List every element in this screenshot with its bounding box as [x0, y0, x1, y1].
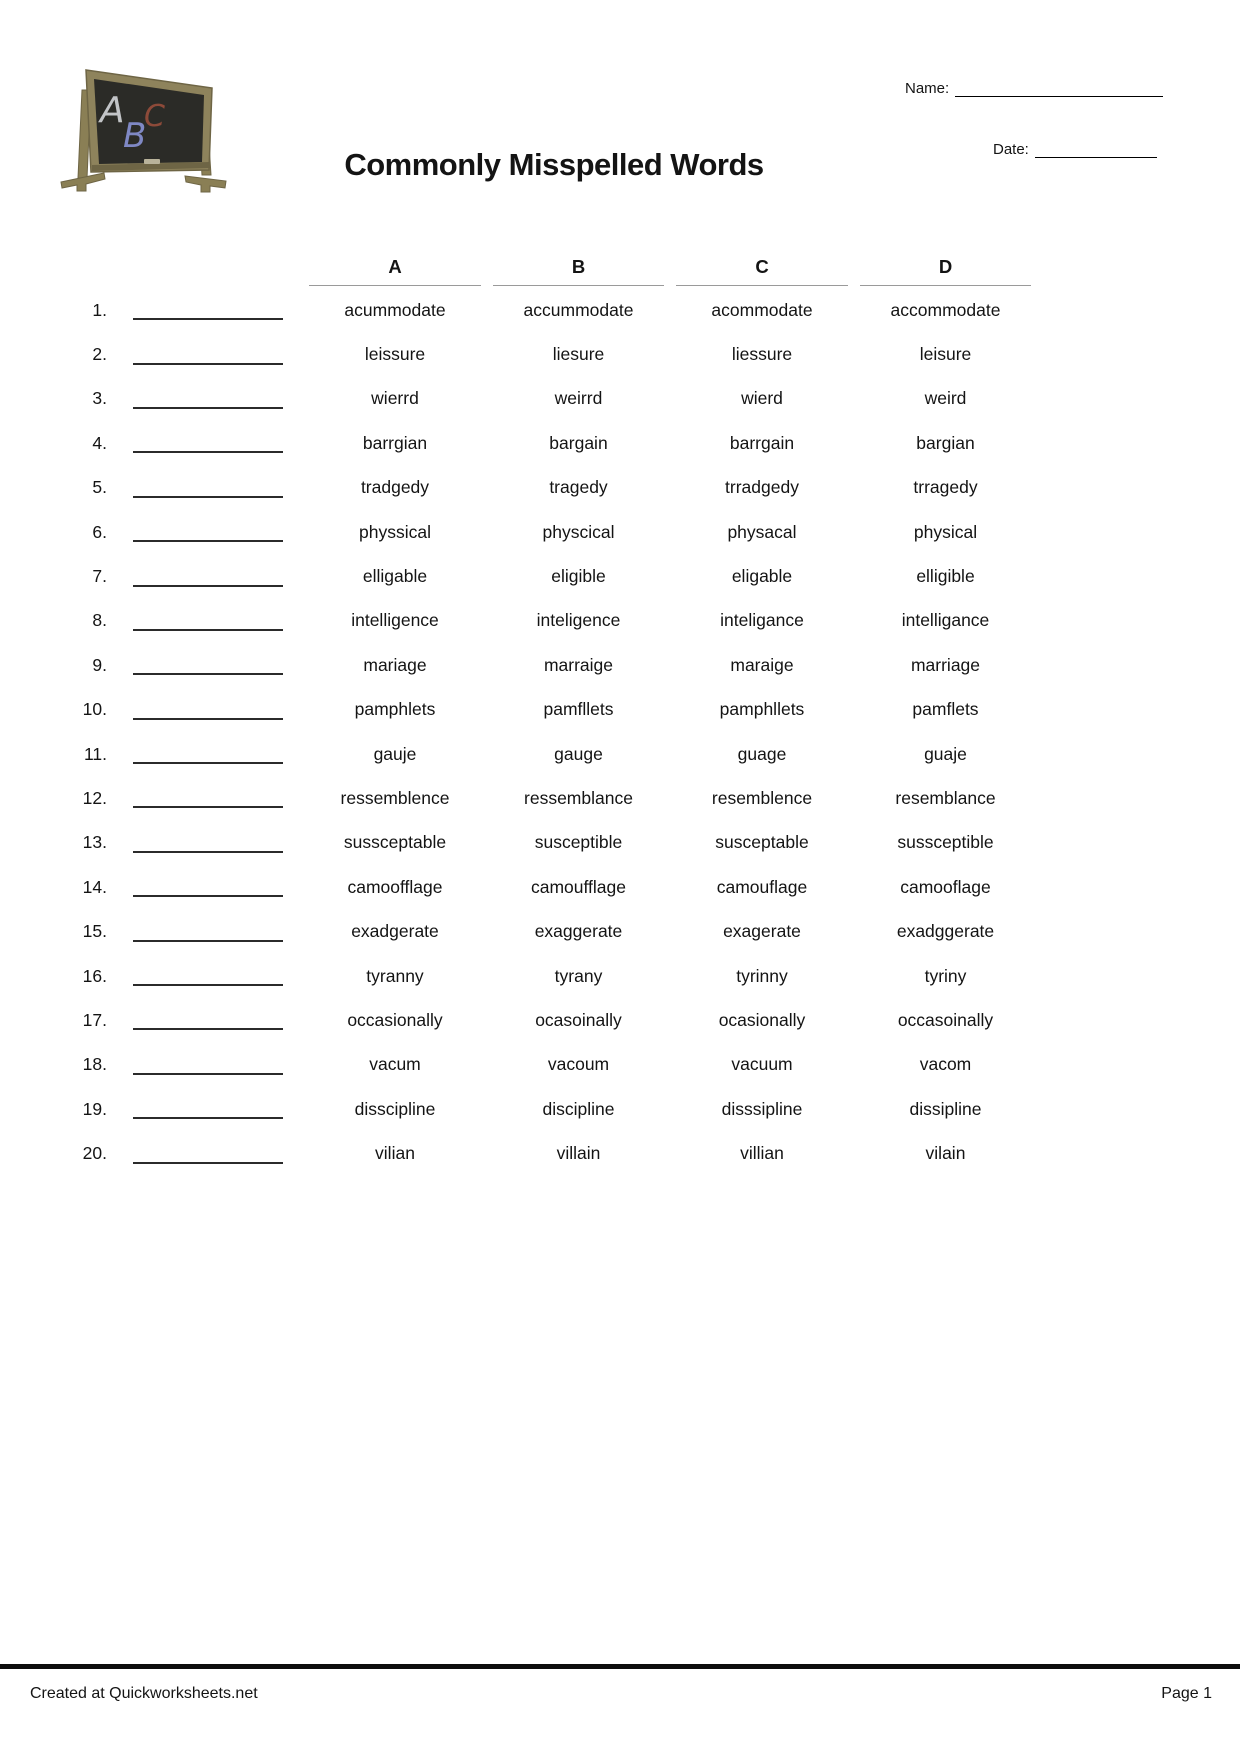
word-option: marraige: [543, 654, 614, 675]
chalk-letter-b: B: [123, 116, 147, 156]
answer-blank: [107, 797, 303, 799]
word-option: elligable: [362, 566, 428, 587]
row-number: 16.: [82, 965, 107, 986]
word-option: eligible: [551, 566, 606, 587]
word-option: camouflage: [716, 876, 808, 897]
word-option: villian: [740, 1143, 784, 1164]
date-blank-line: [1035, 141, 1157, 158]
word-option: ocasoinally: [535, 1009, 622, 1030]
word-option: dissipline: [909, 1098, 982, 1119]
table-row: [57, 377, 1037, 421]
word-option: accommodate: [890, 299, 1001, 320]
table-row: [57, 332, 1037, 376]
word-option: tyrany: [554, 965, 603, 986]
row-number: 17.: [82, 1009, 107, 1030]
footer-page-number: Page 1: [1161, 1685, 1212, 1702]
word-option: elligible: [916, 566, 975, 587]
answer-blank: [107, 309, 303, 311]
table-row: [57, 1131, 1037, 1175]
footer-created-text: Created at Quickworksheets.net: [30, 1685, 258, 1702]
table-row: [57, 421, 1037, 465]
word-option: marriage: [910, 654, 981, 675]
word-option: leisure: [919, 344, 972, 365]
answer-blank: [107, 442, 303, 444]
word-option: guaje: [924, 743, 967, 764]
word-option: susceptible: [534, 832, 623, 853]
word-option: sussceptible: [897, 832, 994, 853]
row-number: 1.: [92, 299, 107, 320]
row-number: 6.: [92, 521, 107, 542]
word-option: camoufflage: [530, 876, 627, 897]
word-option: ressemblence: [340, 787, 450, 808]
row-number: 20.: [82, 1143, 107, 1164]
word-option: liesure: [552, 344, 605, 365]
word-option: ressemblance: [524, 787, 633, 808]
word-option: tyrinny: [736, 965, 788, 986]
answer-blank: [107, 975, 303, 977]
word-option: liessure: [731, 344, 793, 365]
answer-blank: [107, 664, 303, 666]
row-number: 11.: [83, 743, 107, 764]
word-option: ocasionally: [718, 1009, 806, 1030]
answer-blank: [107, 931, 303, 933]
table-row: [57, 998, 1037, 1042]
word-option: occasionally: [347, 1009, 443, 1030]
table-body: [57, 288, 1037, 1176]
table-row: [57, 599, 1037, 643]
word-option: bargian: [916, 432, 975, 453]
table-row: [57, 1087, 1037, 1131]
row-number: 8.: [92, 610, 107, 631]
table-row: [57, 466, 1037, 510]
table-row: [57, 776, 1037, 820]
word-option: physcical: [542, 521, 615, 542]
table-row: [57, 288, 1037, 332]
answer-blank: [107, 842, 303, 844]
row-number: 13.: [82, 832, 107, 853]
chalk-letter-a: A: [100, 90, 125, 131]
chalkboard-icon: [52, 52, 230, 200]
word-option: vilain: [925, 1143, 966, 1164]
table-row: [57, 688, 1037, 732]
word-option: camooflage: [900, 876, 991, 897]
word-option: bargain: [549, 432, 608, 453]
name-field: [905, 80, 1163, 97]
answer-blank: [107, 531, 303, 533]
word-option: occasoinally: [897, 1009, 994, 1030]
chalk-letter-c: C: [144, 99, 165, 134]
word-option: physacal: [727, 521, 797, 542]
row-number: 18.: [82, 1054, 107, 1075]
word-option: gauje: [373, 743, 417, 764]
row-number: 9.: [92, 654, 107, 675]
row-number: 7.: [92, 566, 107, 587]
word-option: exaggerate: [534, 921, 623, 942]
word-option: sussceptable: [343, 832, 447, 853]
word-option: susceptable: [715, 832, 809, 853]
answer-blank: [107, 886, 303, 888]
footer-rule: [0, 1664, 1240, 1669]
word-option: leissure: [364, 344, 426, 365]
word-option: acummodate: [344, 299, 446, 320]
answer-blank: [107, 620, 303, 622]
word-option: physical: [913, 521, 978, 542]
word-option: intelligence: [351, 610, 439, 631]
answer-blank: [107, 1019, 303, 1021]
word-option: maraige: [730, 654, 794, 675]
column-header-row: [57, 240, 1037, 288]
answer-blank: [107, 487, 303, 489]
answer-blank: [107, 1108, 303, 1110]
table-row: [57, 865, 1037, 909]
word-option: disssipline: [721, 1098, 803, 1119]
table-row: [57, 1043, 1037, 1087]
word-option: exadggerate: [896, 921, 995, 942]
row-number: 2.: [92, 344, 107, 365]
word-option: camoofflage: [347, 876, 443, 897]
table-row: [57, 510, 1037, 554]
table-row: [57, 554, 1037, 598]
word-option: tyranny: [366, 965, 424, 986]
word-option: pamflets: [912, 699, 979, 720]
word-option: resemblance: [895, 787, 996, 808]
word-option: discipline: [542, 1098, 615, 1119]
word-option: exagerate: [723, 921, 801, 942]
answer-blank: [107, 1064, 303, 1066]
answer-blank: [107, 1153, 303, 1155]
column-header-c: C: [670, 256, 854, 286]
row-number: 19.: [82, 1098, 107, 1119]
word-table: [57, 240, 1037, 1176]
word-option: vacom: [919, 1054, 972, 1075]
word-option: barrgian: [362, 432, 428, 453]
row-number: 15.: [82, 921, 107, 942]
word-option: eligable: [731, 566, 793, 587]
word-option: intelligance: [901, 610, 990, 631]
word-option: tyriny: [924, 965, 967, 986]
answer-blank: [107, 354, 303, 356]
word-option: trradgedy: [725, 477, 799, 498]
word-option: inteligence: [536, 610, 621, 631]
word-option: vacoum: [547, 1054, 610, 1075]
word-option: mariage: [363, 654, 427, 675]
row-number: 12.: [82, 787, 107, 808]
word-option: trragedy: [913, 477, 978, 498]
answer-blank: [107, 398, 303, 400]
answer-blank: [107, 709, 303, 711]
answer-blank: [107, 753, 303, 755]
word-option: barrgain: [729, 432, 795, 453]
word-option: acommodate: [711, 299, 813, 320]
word-option: pamphllets: [719, 699, 805, 720]
word-option: vacuum: [731, 1054, 793, 1075]
word-option: disscipline: [354, 1098, 436, 1119]
table-row: [57, 643, 1037, 687]
word-option: resemblence: [711, 787, 813, 808]
word-option: pamphlets: [354, 699, 436, 720]
word-option: accummodate: [523, 299, 634, 320]
word-option: inteligance: [720, 610, 804, 631]
column-header-a: A: [303, 256, 487, 286]
word-option: guage: [737, 743, 787, 764]
name-label: Name:: [905, 80, 950, 97]
row-number: 3.: [92, 388, 107, 409]
word-option: tradgedy: [360, 477, 430, 498]
word-option: vacum: [369, 1054, 421, 1075]
row-number: 14.: [82, 876, 107, 897]
table-row: [57, 954, 1037, 998]
page-title: Commonly Misspelled Words: [344, 146, 764, 182]
word-option: villain: [556, 1143, 601, 1164]
word-option: weirrd: [554, 388, 603, 409]
word-option: gauge: [554, 743, 603, 764]
word-option: wierrd: [371, 388, 419, 409]
column-header-d: D: [854, 256, 1037, 286]
answer-blank: [107, 576, 303, 578]
word-option: vilian: [375, 1143, 415, 1164]
word-option: pamfllets: [543, 699, 614, 720]
row-number: 5.: [92, 477, 107, 498]
name-blank-line: [955, 80, 1163, 97]
table-row: [57, 821, 1037, 865]
word-option: exadgerate: [351, 921, 439, 942]
row-number: 4.: [92, 432, 107, 453]
word-option: tragedy: [549, 477, 608, 498]
table-row: [57, 909, 1037, 953]
table-row: [57, 732, 1037, 776]
date-field: [993, 141, 1157, 158]
row-number: 10.: [82, 699, 107, 720]
column-header-b: B: [487, 256, 670, 286]
word-option: wierd: [741, 388, 783, 409]
word-option: weird: [924, 388, 967, 409]
date-label: Date:: [993, 141, 1029, 158]
word-option: physsical: [359, 521, 431, 542]
